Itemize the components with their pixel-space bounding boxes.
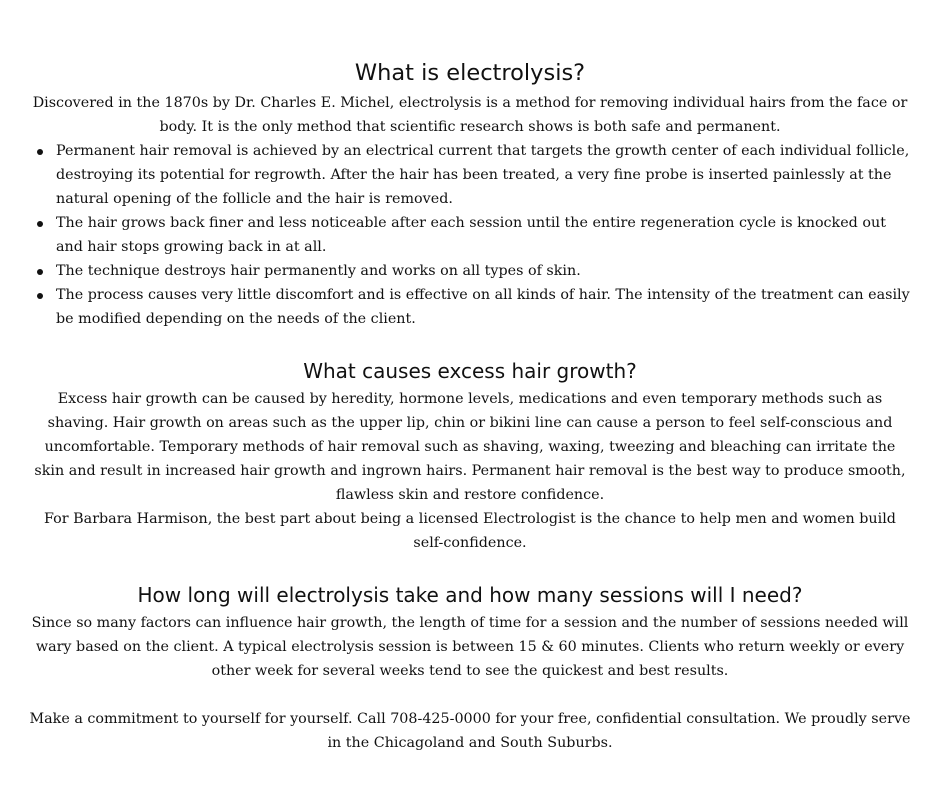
list-item-text: Permanent hair removal is achieved by an electrical current that targets the growth center of each individual follicle, destroying its potential for regrowth. After the hair has been treated, a very fine probe is inserted painlessly at the natural opening of the follicle and the hair is removed.: [56, 143, 910, 207]
list-item: [56, 283, 912, 331]
list-item-text: The technique destroys hair permanently and works on all types of skin.: [56, 263, 581, 279]
list-item-text: The hair grows back finer and less noticeable after each session until the entire regeneration cycle is knocked out and hair stops growing back in at all.: [56, 215, 886, 255]
section-heading: What is electrolysis?: [354, 60, 586, 86]
list-item: [56, 259, 912, 283]
section-excess-hair-growth: [28, 358, 912, 555]
bullet-icon: [37, 293, 43, 299]
list-item-text: The process causes very little discomfort and is effective on all kinds of hair. The intensity of the treatment can easily be modified depending on the needs of the client.: [56, 287, 910, 327]
body-paragraph: For Barbara Harmison, the best part about being a licensed Electrologist is the chance to help men and women build self-confidence.: [44, 511, 896, 551]
list-item: [56, 139, 912, 211]
bullet-icon: [37, 149, 43, 155]
bullet-icon: [37, 221, 43, 227]
section-how-long: [28, 582, 912, 683]
spacer: [28, 683, 912, 707]
section-heading: What causes excess hair growth?: [303, 359, 637, 383]
body-paragraph: Excess hair growth can be caused by heredity, hormone levels, medications and even temporary methods such as shaving. Hair growth on areas such as the upper lip, chin or bikini line can cause a person to feel self-conscious and uncomfortable. Temporary methods of hair removal such as shaving, waxing, tweezing and bleaching can irritate the skin and result in increased hair growth and ingrown hairs. Permanent hair removal is the best way to produce smooth, flawless skin and restore confidence.: [34, 391, 906, 503]
closing-paragraph: Make a commitment to yourself for yourself. Call 708-425-0000 for your free, confidential consultation. We proudly serve in the Chicagoland and South Suburbs.: [29, 711, 911, 751]
body-paragraph: Since so many factors can influence hair growth, the length of time for a session and the number of sessions needed will wary based on the client. A typical electrolysis session is between 15 & 60 minutes. Clients who return weekly or every other week for several weeks tend to see the quickest and best results.: [31, 615, 909, 679]
intro-paragraph: Discovered in the 1870s by Dr. Charles E. Michel, electrolysis is a method for removing individual hairs from the face or body. It is the only method that scientific research shows is both safe and permanent.: [32, 95, 908, 135]
list-item: [56, 211, 912, 259]
section-heading: How long will electrolysis take and how many sessions will I need?: [137, 583, 803, 607]
section-what-is-electrolysis: [28, 58, 912, 331]
benefits-list: [28, 139, 912, 331]
bullet-icon: [37, 269, 43, 275]
